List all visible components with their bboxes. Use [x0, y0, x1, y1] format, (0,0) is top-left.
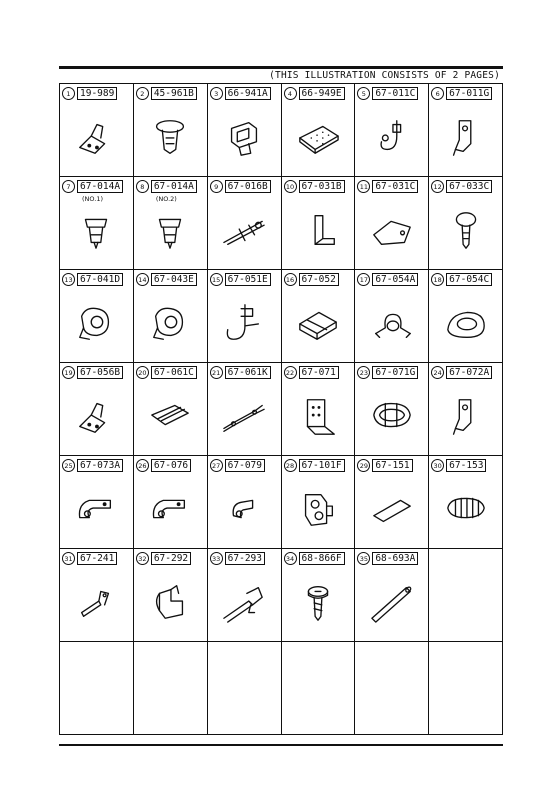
saddle-clamp-icon — [367, 301, 417, 345]
part-label — [210, 180, 271, 193]
part-cell — [355, 456, 429, 549]
part-label — [284, 552, 345, 565]
part-cell — [60, 270, 134, 363]
part-number: 67-011C — [372, 87, 418, 100]
part-label — [431, 366, 492, 379]
part-cell — [60, 549, 134, 642]
part-cell — [355, 549, 429, 642]
item-number: 1 — [62, 87, 75, 100]
connector-clip-icon — [293, 487, 343, 531]
strap-clip-icon — [219, 580, 269, 624]
part-label — [210, 459, 265, 472]
part-number: 67-073A — [77, 459, 123, 472]
part-cell — [282, 84, 356, 177]
push-clip-icon — [71, 208, 121, 252]
push-clip-icon — [145, 208, 195, 252]
small-clamp-icon — [219, 487, 269, 531]
tape-icon — [145, 394, 195, 438]
part-number: 67-043E — [151, 273, 197, 286]
item-number: 33 — [210, 552, 223, 565]
item-number: 22 — [284, 366, 297, 379]
item-number: 14 — [136, 273, 149, 286]
part-cell — [134, 363, 208, 456]
cable-clamp-icon — [367, 394, 417, 438]
item-number: 30 — [431, 459, 444, 472]
tape-piece-icon — [367, 487, 417, 531]
grommet-icon — [441, 301, 491, 345]
part-label — [284, 87, 345, 100]
part-label — [284, 366, 339, 379]
part-cell — [208, 549, 282, 642]
part-label — [62, 366, 123, 379]
part-number: 67-031C — [372, 180, 418, 193]
item-number: 19 — [62, 366, 75, 379]
part-number: 67-031B — [299, 180, 345, 193]
part-variant: (NO.2) — [155, 195, 177, 203]
foam-pad-icon — [293, 115, 343, 159]
item-number: 26 — [136, 459, 149, 472]
bracket-clip-icon — [71, 394, 121, 438]
part-number: 66-941A — [225, 87, 271, 100]
part-label — [62, 552, 117, 565]
part-cell — [429, 84, 503, 177]
part-label — [210, 552, 265, 565]
clamp-icon — [145, 301, 195, 345]
header-note: (THIS ILLUSTRATION CONSISTS OF 2 PAGES) — [269, 70, 500, 81]
corrugated-tube-icon — [441, 487, 491, 531]
part-number: 67-052 — [299, 273, 339, 286]
part-label — [136, 552, 191, 565]
p-clamp-icon — [145, 487, 195, 531]
channel-bracket-icon — [293, 301, 343, 345]
part-label — [136, 366, 197, 379]
item-number: 6 — [431, 87, 444, 100]
part-number: 67-293 — [225, 552, 265, 565]
part-label — [62, 180, 123, 193]
part-label — [284, 180, 345, 193]
retainer-clip-icon — [219, 115, 269, 159]
part-label — [62, 273, 123, 286]
item-number: 18 — [431, 273, 444, 286]
item-number: 27 — [210, 459, 223, 472]
empty-cell — [355, 642, 429, 735]
part-cell — [282, 549, 356, 642]
item-number: 34 — [284, 552, 297, 565]
part-label — [357, 180, 418, 193]
part-label — [431, 87, 492, 100]
part-label — [357, 273, 418, 286]
part-label — [210, 273, 271, 286]
part-number: 68-693A — [372, 552, 418, 565]
top-rule — [59, 66, 503, 69]
part-label — [210, 366, 271, 379]
item-number: 23 — [357, 366, 370, 379]
part-number: 67-051E — [225, 273, 271, 286]
part-cell — [429, 177, 503, 270]
part-number: 67-072A — [446, 366, 492, 379]
part-cell — [282, 270, 356, 363]
part-label — [62, 459, 123, 472]
item-number: 12 — [431, 180, 444, 193]
push-pin-icon — [441, 208, 491, 252]
part-cell — [208, 84, 282, 177]
item-number: 5 — [357, 87, 370, 100]
part-number: 67-061C — [151, 366, 197, 379]
part-number: 67-016B — [225, 180, 271, 193]
empty-cell — [134, 642, 208, 735]
terminal-clip-icon — [71, 580, 121, 624]
harness-band-icon — [219, 208, 269, 252]
part-cell — [60, 177, 134, 270]
item-number: 25 — [62, 459, 75, 472]
part-label — [431, 180, 492, 193]
bottom-rule — [59, 744, 503, 746]
item-number: 13 — [62, 273, 75, 286]
part-cell — [355, 270, 429, 363]
part-cell — [429, 456, 503, 549]
part-cell — [208, 177, 282, 270]
bracket-icon — [441, 394, 491, 438]
part-cell — [208, 456, 282, 549]
part-number: 67-241 — [77, 552, 117, 565]
item-number: 8 — [136, 180, 149, 193]
connector-bracket-icon — [145, 580, 195, 624]
part-label — [431, 459, 486, 472]
item-number: 28 — [284, 459, 297, 472]
part-number: 67-153 — [446, 459, 486, 472]
part-cell — [134, 456, 208, 549]
part-number: 67-071G — [372, 366, 418, 379]
item-number: 10 — [284, 180, 297, 193]
item-number: 31 — [62, 552, 75, 565]
part-number: 67-079 — [225, 459, 265, 472]
part-cell — [134, 177, 208, 270]
item-number: 20 — [136, 366, 149, 379]
empty-cell — [282, 642, 356, 735]
part-cell — [282, 177, 356, 270]
part-cell — [134, 549, 208, 642]
part-number: 67-071 — [299, 366, 339, 379]
item-number: 4 — [284, 87, 297, 100]
part-cell — [134, 270, 208, 363]
part-cell — [60, 363, 134, 456]
part-number: 67-061K — [225, 366, 271, 379]
part-label — [210, 87, 271, 100]
part-label — [357, 366, 418, 379]
part-number: 67-011G — [446, 87, 492, 100]
part-cell — [60, 84, 134, 177]
part-cell — [60, 456, 134, 549]
clamp-icon — [71, 301, 121, 345]
part-number: 68-866F — [299, 552, 345, 565]
part-cell — [429, 363, 503, 456]
part-cell — [355, 363, 429, 456]
angle-bracket-icon — [293, 208, 343, 252]
part-cell — [134, 84, 208, 177]
part-cell — [208, 270, 282, 363]
item-number: 11 — [357, 180, 370, 193]
part-number: 67-076 — [151, 459, 191, 472]
part-number: 67-292 — [151, 552, 191, 565]
hook-icon — [219, 301, 269, 345]
part-cell — [282, 456, 356, 549]
part-label — [136, 180, 197, 193]
empty-cell — [429, 549, 503, 642]
part-number: 67-033C — [446, 180, 492, 193]
plate-icon — [367, 208, 417, 252]
item-number: 15 — [210, 273, 223, 286]
part-number: 67-056B — [77, 366, 123, 379]
item-number: 32 — [136, 552, 149, 565]
part-number: 67-151 — [372, 459, 412, 472]
part-number: 45-961B — [151, 87, 197, 100]
parts-grid — [59, 83, 503, 735]
part-number: 67-041D — [77, 273, 123, 286]
item-number: 17 — [357, 273, 370, 286]
item-number: 3 — [210, 87, 223, 100]
part-cell — [355, 84, 429, 177]
part-label — [357, 552, 418, 565]
part-number: 67-054C — [446, 273, 492, 286]
wire-rod-icon — [219, 394, 269, 438]
part-label — [62, 87, 117, 100]
wire-hook-icon — [367, 115, 417, 159]
part-number: 67-054A — [372, 273, 418, 286]
part-number: 67-014A — [151, 180, 197, 193]
empty-cell — [208, 642, 282, 735]
part-label — [284, 459, 345, 472]
item-number: 2 — [136, 87, 149, 100]
item-number: 7 — [62, 180, 75, 193]
part-number: 67-014A — [77, 180, 123, 193]
bracket-clip-icon — [71, 115, 121, 159]
item-number: 16 — [284, 273, 297, 286]
part-number: 66-949E — [299, 87, 345, 100]
part-label — [357, 87, 418, 100]
mount-plate-icon — [293, 394, 343, 438]
item-number: 21 — [210, 366, 223, 379]
item-number: 35 — [357, 552, 370, 565]
part-number: 67-101F — [299, 459, 345, 472]
bracket-icon — [441, 115, 491, 159]
part-label — [284, 273, 339, 286]
part-cell — [429, 270, 503, 363]
part-label — [136, 87, 197, 100]
empty-cell — [60, 642, 134, 735]
item-number: 9 — [210, 180, 223, 193]
screw-icon — [293, 580, 343, 624]
part-number: 19-989 — [77, 87, 117, 100]
part-cell — [208, 363, 282, 456]
part-label — [357, 459, 412, 472]
part-cell — [282, 363, 356, 456]
part-variant: (NO.1) — [82, 195, 103, 203]
empty-cell — [429, 642, 503, 735]
item-number: 29 — [357, 459, 370, 472]
item-number: 24 — [431, 366, 444, 379]
part-cell — [355, 177, 429, 270]
tube-icon — [367, 580, 417, 624]
part-label — [136, 273, 197, 286]
push-rivet-icon — [145, 115, 195, 159]
part-label — [136, 459, 191, 472]
p-clamp-icon — [71, 487, 121, 531]
part-label — [431, 273, 492, 286]
